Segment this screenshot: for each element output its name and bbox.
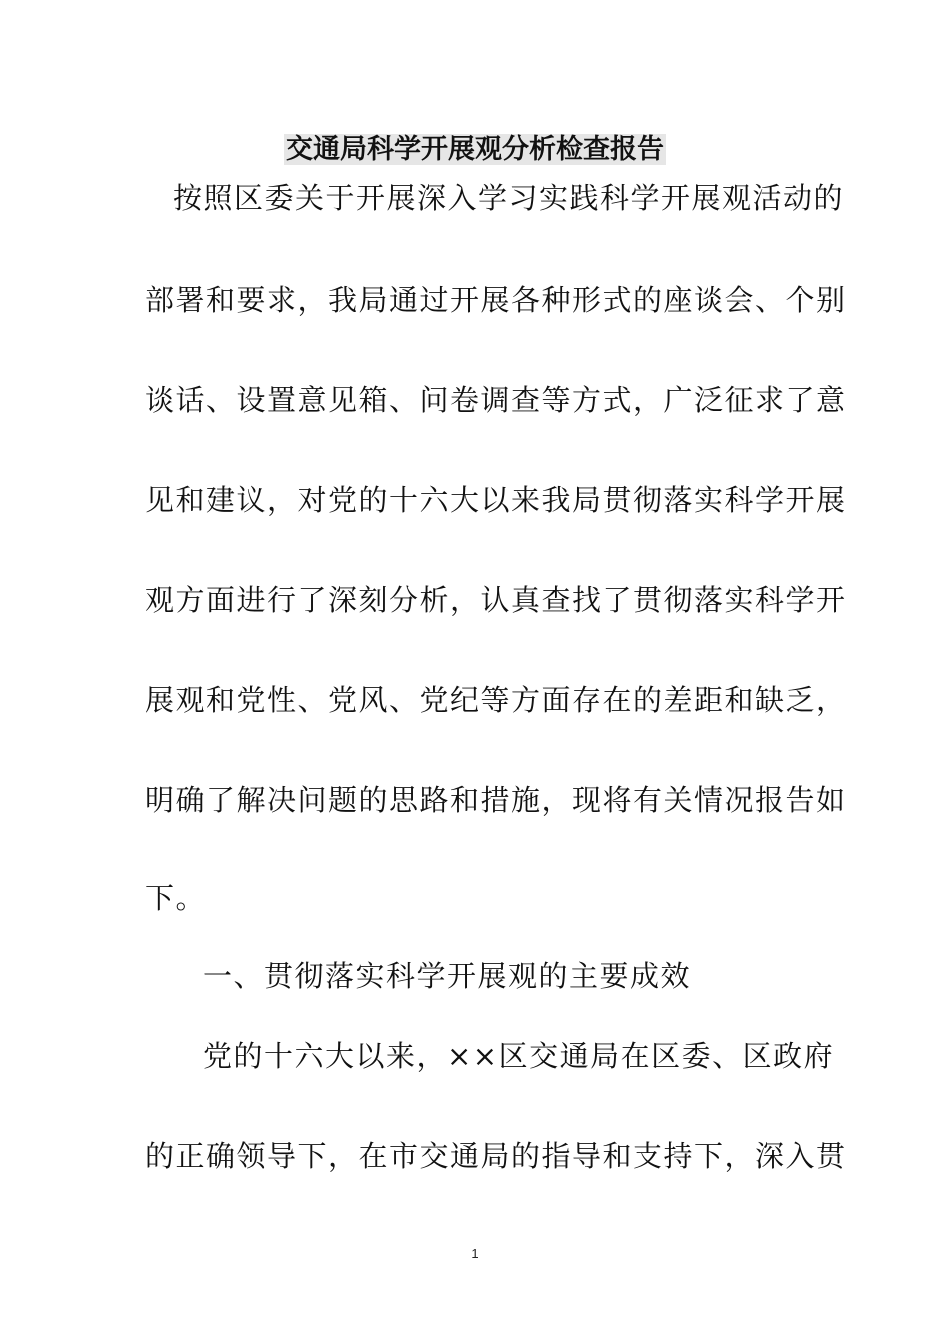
paragraph-line: 见和建议，对党的十六大以来我局贯彻落实科学开展 — [145, 483, 847, 517]
page-number: 1 — [471, 1246, 479, 1261]
paragraph-line: 明确了解决问题的思路和措施，现将有关情况报告如 — [145, 783, 847, 817]
paragraph-line: 展观和党性、党风、党纪等方面存在的差距和缺乏， — [145, 683, 847, 717]
paragraph-line: 下。 — [145, 881, 207, 915]
paragraph-line: 部署和要求，我局通过开展各种形式的座谈会、个别 — [145, 283, 847, 317]
paragraph-line: 的正确领导下，在市交通局的指导和支持下，深入贯 — [145, 1139, 847, 1173]
paragraph-line: 谈话、设置意见箱、问卷调查等方式，广泛征求了意 — [145, 383, 847, 417]
section-heading: 一、贯彻落实科学开展观的主要成效 — [203, 959, 692, 993]
paragraph-line: 党的十六大以来，××区交通局在区委、区政府 — [203, 1039, 835, 1073]
document-title — [0, 130, 950, 170]
paragraph-line: 观方面进行了深刻分析，认真查找了贯彻落实科学开 — [145, 583, 847, 617]
document-title-text: 交通局科学开展观分析检查报告 — [286, 134, 664, 165]
paragraph-line: 按照区委关于开展深入学习实践科学开展观活动的 — [173, 181, 845, 215]
